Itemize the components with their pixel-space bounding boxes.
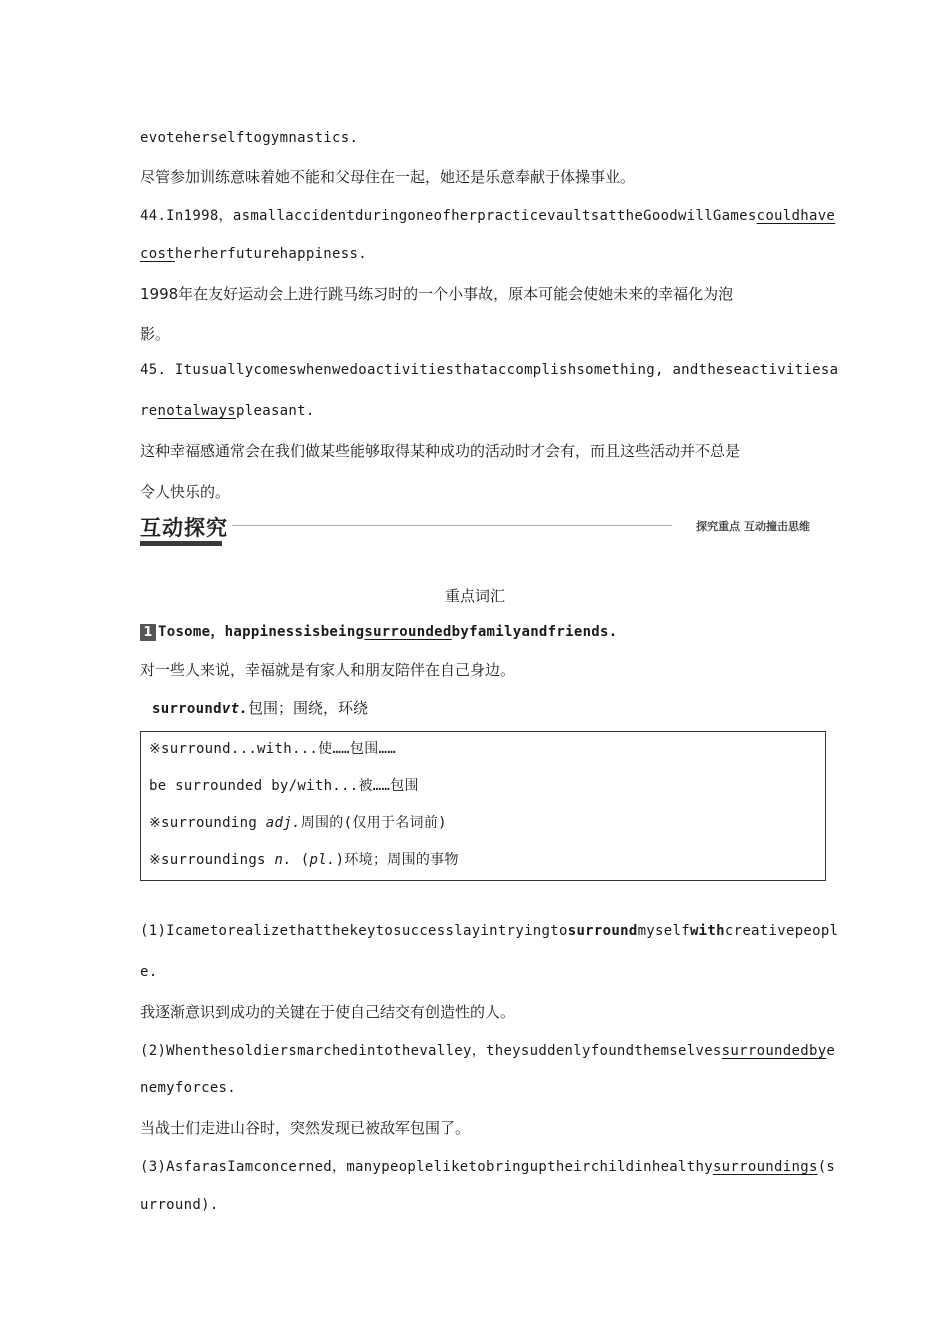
translation-line: 1998年在友好运动会上进行跳马练习时的一个小事故，原本可能会使她未来的幸福化为泡 [140,285,734,303]
item-number-badge: 1 [140,624,156,641]
translation-line: 这种幸福感通常会在我们做某些能够取得某种成功的活动时才会有，而且这些活动并不总是 [140,442,741,460]
section-header [140,512,810,548]
translation-line: 当战士们走进山谷时，突然发现已被敌军包围了。 [140,1119,471,1137]
example-2-cont: nemyforces. [140,1080,237,1096]
bold-word: surround [567,923,638,939]
example-1-cont: e. [140,964,158,980]
text-span: (1)Icametorealizethatthekeytosuccesslayintryingto [140,923,568,939]
title-underline-bar [140,541,222,546]
text-span: myself [637,923,690,939]
usage-row [149,849,459,869]
example-3-cont: urround). [140,1197,219,1213]
sentence-45: 45. Itusuallycomeswhenwedoactivitiesthataccomplishsomething, andtheseactivitiesa [140,362,839,378]
text-span: byfamilyandfriends. [451,624,618,640]
text-span: (2)Whenthesoldiersmarchedintothevalley，theysuddenlyfoundthemselves [140,1043,722,1059]
text-span: 44.In1998，asmallaccidentduringoneofherpracticevaultsattheGoodwillGames [140,208,757,224]
translation-line: 影。 [140,325,171,343]
example-1 [140,923,838,939]
text-span: e [826,1043,836,1059]
plural-mark: pl. [309,852,336,868]
text-span: (3)AsfarasIamconcerned，manypeopleliketobringuptheirchildinhealthy [140,1159,713,1175]
sentence-44 [140,205,835,225]
underlined-phrase: cost [140,246,175,262]
translation-line: 令人快乐的。 [140,483,231,501]
translation-line: 我逐渐意识到成功的关键在于使自己结交有创造性的人。 [140,1003,516,1021]
text-span: 周围的(仅用于名词前) [300,815,447,831]
usage-row: ※surround...with...使……包围…… [149,741,396,757]
text-span: creativepeopl [724,923,839,939]
underlined-answer: surroundings [712,1159,818,1175]
text-span: Tosome，happinessisbeing [158,624,365,640]
bold-word: with [689,923,725,939]
item-1-sentence [140,621,618,641]
translation-line: 尽管参加训练意味着她不能和父母住在一起，她还是乐意奉献于体操事业。 [140,168,636,186]
underlined-word: surrounded [364,624,452,640]
text-span: (s [817,1159,836,1175]
subheading: 重点词汇 [444,587,505,605]
part-of-speech: adj. [265,815,301,831]
meaning: 包围；围绕，环绕 [248,699,369,717]
text-span: ※surrounding [149,815,266,831]
sentence-45-cont [140,403,315,419]
sentence-44-cont [140,246,367,262]
word-definition [152,697,368,718]
part-of-speech: n. [274,852,292,868]
usage-box [140,731,826,881]
divider [232,525,672,526]
underlined-phrase: couldhave [756,208,836,224]
usage-row [149,812,447,832]
text-span: ( [291,852,310,868]
example-3 [140,1156,835,1176]
example-2 [140,1040,835,1060]
text-line: evoteherselftogymnastics. [140,130,359,146]
text-span: )环境；周围的事物 [335,852,459,868]
section-subtitle: 探究重点 互动撞击思维 [696,520,810,533]
headword: surround [152,701,222,717]
section-title: 互动探究 [140,516,228,540]
usage-row: be surrounded by/with...被……包围 [149,778,419,794]
text-span: herherfuturehappiness. [174,246,367,262]
text-span: ※surroundings [149,852,275,868]
underlined-answer: surroundedby [721,1043,827,1059]
text-span: pleasant. [236,403,315,419]
translation-line: 对一些人来说，幸福就是有家人和朋友陪伴在自己身边。 [140,661,516,679]
underlined-phrase: notalways [157,403,237,419]
text-span: re [140,403,158,419]
part-of-speech: vt. [221,701,249,717]
